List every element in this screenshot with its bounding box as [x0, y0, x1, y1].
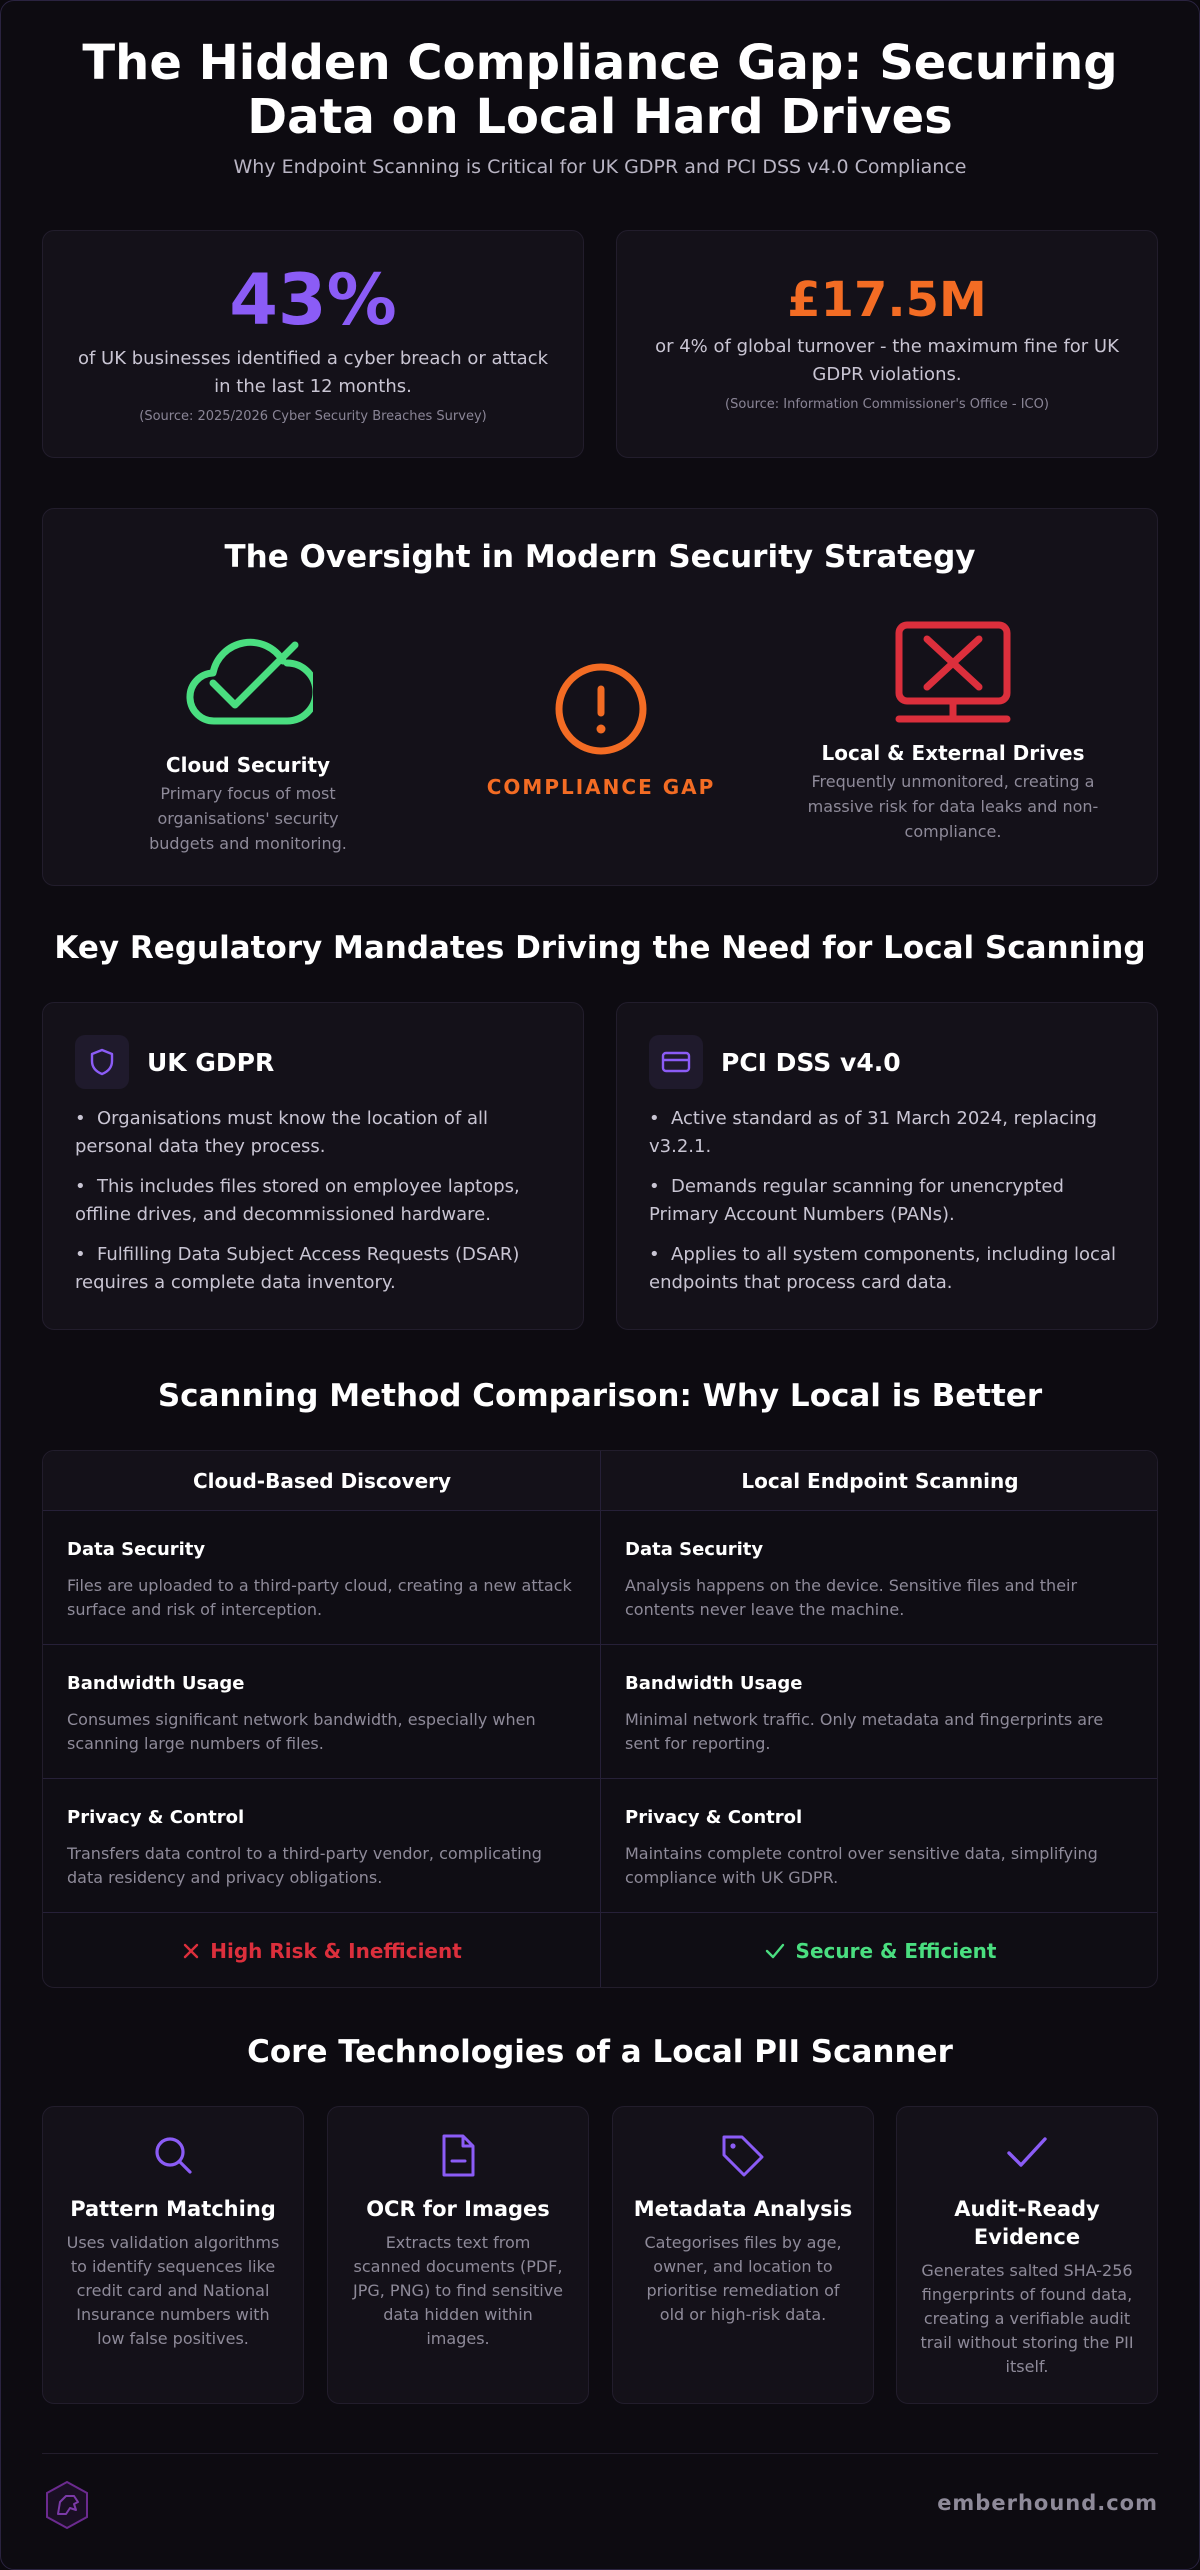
table-cell	[601, 1779, 1158, 1913]
tech-title: Pattern Matching	[70, 2197, 276, 2221]
verdict-cloud-label: High Risk & Inefficient	[210, 1939, 462, 1963]
mandates-title: Key Regulatory Mandates Driving the Need for Local Scanning	[54, 930, 1146, 966]
mandate-bullet: • This includes files stored on employee laptops, offline drives, and decommissioned hardware.	[75, 1176, 520, 1225]
local-drives-label: Local & External Drives	[821, 741, 1085, 765]
tech-description: Generates salted SHA-256 fingerprints of found data, creating a verifiable audit trail without storing the PII itself.	[920, 2261, 1134, 2376]
compliance-gap-label: COMPLIANCE GAP	[486, 775, 716, 799]
search-icon	[151, 2133, 195, 2177]
local-drives-description: Frequently unmonitored, creating a massive risk for data leaks and non-compliance.	[807, 772, 1099, 841]
mandate-bullet: • Demands regular scanning for unencrypted Primary Account Numbers (PANs).	[649, 1176, 1064, 1225]
stat-source: (Source: 2025/2026 Cyber Security Breaches Survey)	[139, 409, 487, 424]
tech-description: Extracts text from scanned documents (PDF, JPG, PNG) to find sensitive data hidden within images.	[352, 2233, 564, 2348]
cell-heading: Bandwidth Usage	[67, 1673, 245, 1694]
cell-heading: Bandwidth Usage	[625, 1673, 803, 1694]
cell-heading: Privacy & Control	[625, 1807, 803, 1828]
table-cell	[601, 1645, 1158, 1779]
cell-text: Files are uploaded to a third-party cloud, creating a new attack surface and risk of interception.	[67, 1576, 572, 1619]
footer-logo[interactable]	[44, 2480, 90, 2534]
tech-title: OCR for Images	[366, 2197, 550, 2221]
cell-text: Minimal network traffic. Only metadata and fingerprints are sent for reporting.	[625, 1710, 1104, 1753]
oversight-card	[42, 508, 1158, 886]
comparison-table	[42, 1450, 1158, 1988]
table-cell	[43, 1511, 601, 1645]
page-subtitle: Why Endpoint Scanning is Critical for UK GDPR and PCI DSS v4.0 Compliance	[233, 156, 967, 178]
mandate-card-gdpr	[42, 1002, 584, 1330]
footer-site-link[interactable]: emberhound.com	[937, 2491, 1158, 2515]
credit-card-icon	[661, 1050, 691, 1074]
stat-description: of UK businesses identified a cyber breach or attack in the last 12 months.	[77, 348, 549, 397]
stat-description: or 4% of global turnover - the maximum fine for UK GDPR violations.	[655, 336, 1119, 385]
stat-card-breaches	[42, 230, 584, 458]
tech-card-audit	[896, 2106, 1158, 2404]
cloud-security-item	[83, 631, 413, 856]
footer-divider	[42, 2453, 1158, 2454]
column-header-local: Local Endpoint Scanning	[601, 1451, 1158, 1511]
tag-icon	[720, 2133, 766, 2179]
mandate-card-pci	[616, 1002, 1158, 1330]
verdict-local	[601, 1913, 1158, 1988]
cell-text: Maintains complete control over sensitive data, simplifying compliance with UK GDPR.	[625, 1844, 1098, 1887]
stat-source: (Source: Information Commissioner's Office - ICO)	[725, 397, 1049, 412]
column-divider	[600, 1451, 601, 1988]
cloud-security-description: Primary focus of most organisations' security budgets and monitoring.	[149, 784, 347, 853]
x-icon	[182, 1942, 200, 1960]
file-icon	[438, 2133, 478, 2179]
cell-heading: Data Security	[67, 1539, 206, 1560]
tech-title: Metadata Analysis	[633, 2197, 853, 2221]
tech-title: Audit-Ready Evidence	[954, 2197, 1100, 2249]
mandate-bullets	[75, 1105, 559, 1309]
mandate-bullet: • Organisations must know the location of all personal data they process.	[75, 1108, 488, 1157]
column-header-cloud: Cloud-Based Discovery	[43, 1451, 601, 1511]
compliance-gap-item	[443, 661, 759, 799]
stat-value: £17.5M	[787, 272, 987, 328]
cell-text: Transfers data control to a third-party vendor, complicating data residency and privacy obligations.	[67, 1844, 542, 1887]
stat-card-fine	[616, 230, 1158, 458]
local-drives-item	[783, 621, 1123, 844]
tech-description: Uses validation algorithms to identify sequences like credit card and National Insurance numbers with low false positives.	[66, 2233, 280, 2348]
mandate-bullets	[649, 1105, 1133, 1309]
oversight-title: The Oversight in Modern Security Strategy	[224, 539, 976, 575]
cell-text: Analysis happens on the device. Sensitive files and their contents never leave the machine.	[625, 1576, 1078, 1619]
mandate-title: UK GDPR	[147, 1047, 275, 1077]
shield-icon	[89, 1048, 115, 1076]
verdict-local-label: Secure & Efficient	[795, 1939, 997, 1963]
emberhound-logo-icon	[44, 2480, 90, 2530]
mandate-bullet: • Fulfilling Data Subject Access Requests (DSAR) requires a complete data inventory.	[75, 1244, 520, 1293]
mandate-bullet: • Active standard as of 31 March 2024, replacing v3.2.1.	[649, 1108, 1097, 1157]
technologies-title: Core Technologies of a Local PII Scanner	[247, 2034, 953, 2070]
mandate-icon-box	[75, 1035, 129, 1089]
verdict-cloud	[43, 1913, 601, 1988]
tech-description: Categorises files by age, owner, and location to prioritise remediation of old or high-risk data.	[644, 2233, 842, 2324]
page-title: The Hidden Compliance Gap: Securing Data on Local Hard Drives	[82, 35, 1118, 145]
table-cell	[43, 1645, 601, 1779]
table-cell	[601, 1511, 1158, 1645]
cloud-check-icon	[183, 631, 313, 731]
cloud-security-label: Cloud Security	[165, 753, 331, 777]
cell-heading: Data Security	[625, 1539, 764, 1560]
cell-heading: Privacy & Control	[67, 1807, 245, 1828]
check-icon	[764, 1942, 786, 1960]
tech-card-pattern-matching	[42, 2106, 304, 2404]
check-icon	[1005, 2133, 1049, 2173]
mandate-title: PCI DSS v4.0	[721, 1047, 901, 1077]
tech-card-metadata	[612, 2106, 874, 2404]
mandate-icon-box	[649, 1035, 703, 1089]
table-cell	[43, 1779, 601, 1913]
monitor-x-icon	[893, 621, 1013, 725]
cell-text: Consumes significant network bandwidth, especially when scanning large numbers of files.	[67, 1710, 536, 1753]
tech-card-ocr	[327, 2106, 589, 2404]
alert-circle-icon	[553, 661, 649, 757]
mandate-bullet: • Applies to all system components, including local endpoints that process card data.	[649, 1244, 1116, 1293]
stat-value: 43%	[229, 259, 397, 341]
comparison-title: Scanning Method Comparison: Why Local is Better	[157, 1378, 1043, 1414]
